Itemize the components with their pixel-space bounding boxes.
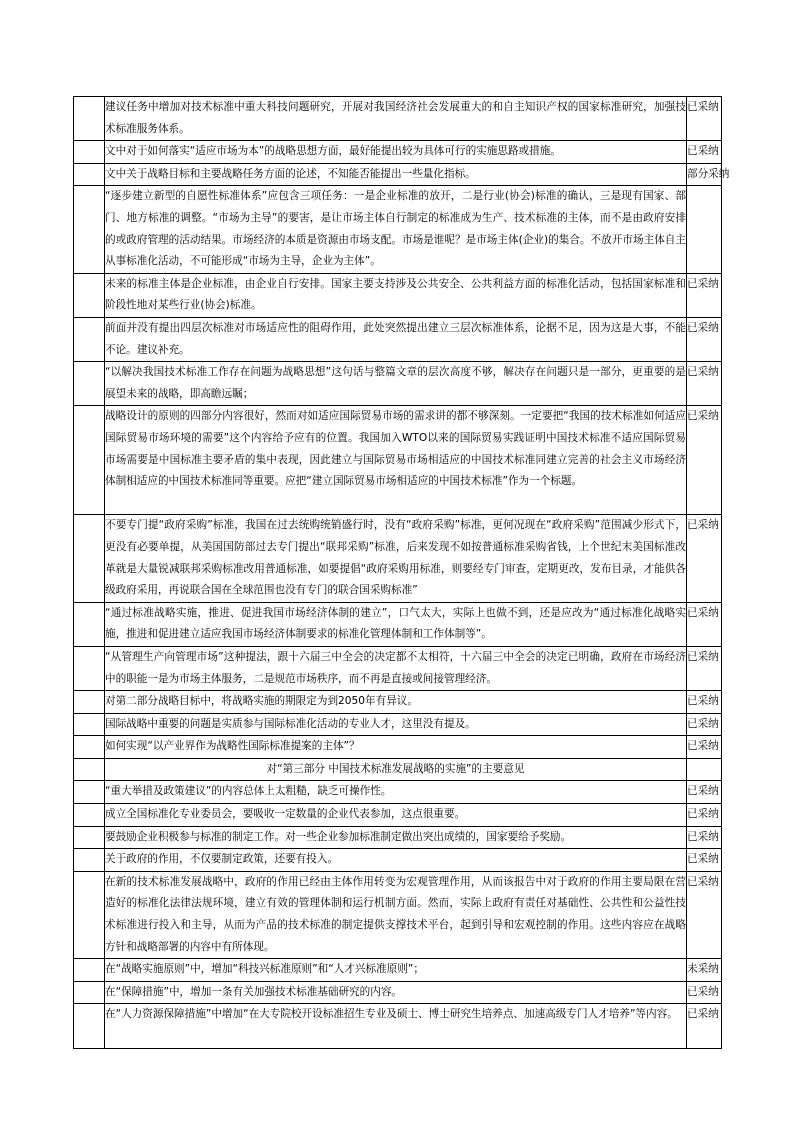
status-cell: 已采纳	[687, 646, 722, 690]
status-cell: 已采纳	[687, 602, 722, 646]
opinion-text: 在“人力资源保障措施”中增加“在大专院校开设标准招生专业及硕士、博士研究生培养点、加速高级专门人才培养”等内容。	[105, 1004, 687, 1048]
index-cell	[74, 981, 105, 1004]
index-cell	[74, 758, 105, 781]
status-cell: 未采纳	[687, 959, 722, 982]
index-cell	[74, 959, 105, 982]
opinion-text: 要鼓励企业积极参与标准的制定工作。对一些企业参加标准制定做出突出成绩的，国家要给予奖励。	[105, 826, 687, 849]
status-cell: 已采纳	[687, 317, 722, 361]
status-cell: 已采纳	[687, 691, 722, 714]
status-cell	[687, 758, 722, 781]
section-header-row	[74, 758, 722, 781]
table-row	[74, 317, 722, 361]
status-cell: 已采纳	[687, 981, 722, 1004]
table-row	[74, 691, 722, 714]
status-cell	[687, 186, 722, 273]
table-row	[74, 406, 722, 515]
table-row	[74, 849, 722, 872]
opinion-text: 未来的标准主体是企业标准，由企业自行安排。国家主要支持涉及公共安全、公共利益方面的标准化活动，包括国家标准和阶段性地对某些行业(协会)标准。	[105, 273, 687, 317]
index-cell	[74, 871, 105, 958]
opinion-text: “从管理生产向管理市场”这种提法，跟十六届三中全会的决定都不太相符，十六届三中全会的决定已明确，政府在市场经济中的职能一是为市场主体服务，二是规范市场秩序，而不再是直接或间接管理经济。	[105, 646, 687, 690]
opinion-text: 在“保障措施”中，增加一条有关加强技术标准基础研究的内容。	[105, 981, 687, 1004]
status-cell: 已采纳	[687, 849, 722, 872]
index-cell	[74, 602, 105, 646]
table-row	[74, 959, 722, 982]
index-cell	[74, 736, 105, 759]
section-title: 对“第三部分 中国技术标准发展战略的实施”的主要意见	[105, 758, 687, 781]
opinions-table	[73, 96, 730, 1049]
opinion-text: 文中对于如何落实“适应市场为本”的战略思想方面，最好能提出较为具体可行的实施思路或措施。	[105, 141, 687, 164]
index-cell	[74, 141, 105, 164]
status-cell: 已采纳	[687, 781, 722, 804]
opinion-text: 建议任务中增加对技术标准中重大科技问题研究，开展对我国经济社会发展重大的和自主知识产权的国家标准研究，加强技术标准服务体系。	[105, 97, 687, 141]
status-cell: 已采纳	[687, 804, 722, 827]
index-cell	[74, 186, 105, 273]
index-cell	[74, 317, 105, 361]
status-cell: 已采纳	[687, 362, 722, 406]
opinion-text: 如何实现“以产业界作为战略性国际标准提案的主体”？	[105, 736, 687, 759]
opinion-text: 对第二部分战略目标中，将战略实施的期限定为到2050年有异议。	[105, 691, 687, 714]
table-row	[74, 804, 722, 827]
index-cell	[74, 163, 105, 186]
opinion-text: 在新的技术标准发展战略中，政府的作用已经由主体作用转变为宏观管理作用，从而该报告中对于政府的作用主要局限在营造好的标准化法律法规环境，建立有效的管理体制和运行机制方面。然而，实际上政府有责任对基础性、公共性和公益性技术标准进行投入和主导，从而为产品的技术标准的制定提供支撑技术平台，起到引导和宏观控制的作用。这些内容应在战略方针和战略部署的内容中有所体现。	[105, 871, 687, 958]
status-cell: 部分采纳	[687, 163, 722, 186]
index-cell	[74, 515, 105, 602]
opinion-text: “重大举措及政策建议”的内容总体上太粗糙，缺乏可操作性。	[105, 781, 687, 804]
table-row	[74, 781, 722, 804]
table-row	[74, 1004, 722, 1048]
status-cell: 已采纳	[687, 713, 722, 736]
opinion-text: “通过标准战略实施，推进、促进我国市场经济体制的建立”，口气太大，实际上也做不到，还是应改为“通过标准化战略实施，推进和促进建立适应我国市场经济体制要求的标准化管理体制和工作体制等”。	[105, 602, 687, 646]
status-cell: 已采纳	[687, 406, 722, 515]
table-row	[74, 981, 722, 1004]
opinion-text: 前面并没有提出四层次标准对市场适应性的阻碍作用，此处突然提出建立三层次标准体系，论据不足，因为这是大事，不能不论。建议补充。	[105, 317, 687, 361]
status-cell: 已采纳	[687, 273, 722, 317]
opinion-text: 文中关于战略目标和主要战略任务方面的论述，不知能否能提出一些量化指标。	[105, 163, 687, 186]
index-cell	[74, 1004, 105, 1048]
index-cell	[74, 97, 105, 141]
table-row	[74, 646, 722, 690]
table-row	[74, 713, 722, 736]
status-cell: 已采纳	[687, 1004, 722, 1048]
index-cell	[74, 646, 105, 690]
status-cell: 已采纳	[687, 736, 722, 759]
table-row	[74, 97, 722, 141]
table-row	[74, 163, 722, 186]
opinion-text: “以解决我国技术标准工作存在问题为战略思想”这句话与整篇文章的层次高度不够，解决存在问题只是一部分，更重要的是展望未来的战略，即高瞻远瞩；	[105, 362, 687, 406]
index-cell	[74, 362, 105, 406]
table-row	[74, 273, 722, 317]
status-cell: 已采纳	[687, 97, 722, 141]
index-cell	[74, 273, 105, 317]
status-cell: 已采纳	[687, 871, 722, 958]
index-cell	[74, 713, 105, 736]
opinion-text: 不要专门提“政府采购”标准，我国在过去统购统销盛行时，没有“政府采购”标准，更何况现在“政府采购”范围减少形式下，更没有必要单提，从美国国防部过去专门提出“联邦采购”标准，后来发现不如按普通标准采购省钱，上个世纪末美国标准改革就是大量锐减联邦采购标准改用普通标准，如要提倡“政府采购用标准，则要经专门审查，定期更改，发布目录，才能供各级政府采用，再说联合国在全球范围也没有专门的联合国采购标准”	[105, 515, 687, 602]
opinion-text: “逐步建立新型的自愿性标准体系”应包含三项任务：一是企业标准的放开，二是行业(协会)标准的确认，三是现有国家、部门、地方标准的调整。“市场为主导”的要害，是让市场主体自行制定的标准成为生产、技术标准的主体，而不是由政府安排的或政府管理的活动结果。市场经济的本质是资源由市场支配。市场是谁呢？是市场主体(企业)的集合。不放开市场主体自主从事标准化活动，不可能形成“市场为主导，企业为主体”。	[105, 186, 687, 273]
opinion-text: 国际战略中重要的问题是实质参与国际标准化活动的专业人才，这里没有提及。	[105, 713, 687, 736]
table-row	[74, 515, 722, 602]
index-cell	[74, 691, 105, 714]
table-row	[74, 736, 722, 759]
index-cell	[74, 781, 105, 804]
table-row	[74, 362, 722, 406]
opinion-text: 在“战略实施原则”中，增加“科技兴标准原则”和“人才兴标准原则”；	[105, 959, 687, 982]
opinion-text: 战略设计的原则的四部分内容很好，然而对如适应国际贸易市场的需求讲的都不够深刻。一定要把“我国的技术标准如何适应国际贸易市场环境的需要”这个内容给予应有的位置。我国加入WTO以来的国际贸易实践证明中国技术标准不适应国际贸易市场需要是中国标准主要矛盾的集中表现，因此建立与国际贸易市场相适应的中国技术标准同建立完善的社会主义市场经济体制相适应的中国技术标准同等重要。应把“建立国际贸易市场相适应的中国技术标准”作为一个标题。	[105, 406, 687, 515]
table-row	[74, 141, 722, 164]
status-cell: 已采纳	[687, 141, 722, 164]
index-cell	[74, 826, 105, 849]
table-row	[74, 186, 722, 273]
status-cell: 已采纳	[687, 515, 722, 602]
table-row	[74, 602, 722, 646]
index-cell	[74, 406, 105, 515]
status-cell: 已采纳	[687, 826, 722, 849]
table-row	[74, 826, 722, 849]
opinion-text: 关于政府的作用，不仅要制定政策，还要有投入。	[105, 849, 687, 872]
table-row	[74, 871, 722, 958]
opinion-text: 成立全国标准化专业委员会，要吸收一定数量的企业代表参加，这点很重要。	[105, 804, 687, 827]
index-cell	[74, 804, 105, 827]
index-cell	[74, 849, 105, 872]
